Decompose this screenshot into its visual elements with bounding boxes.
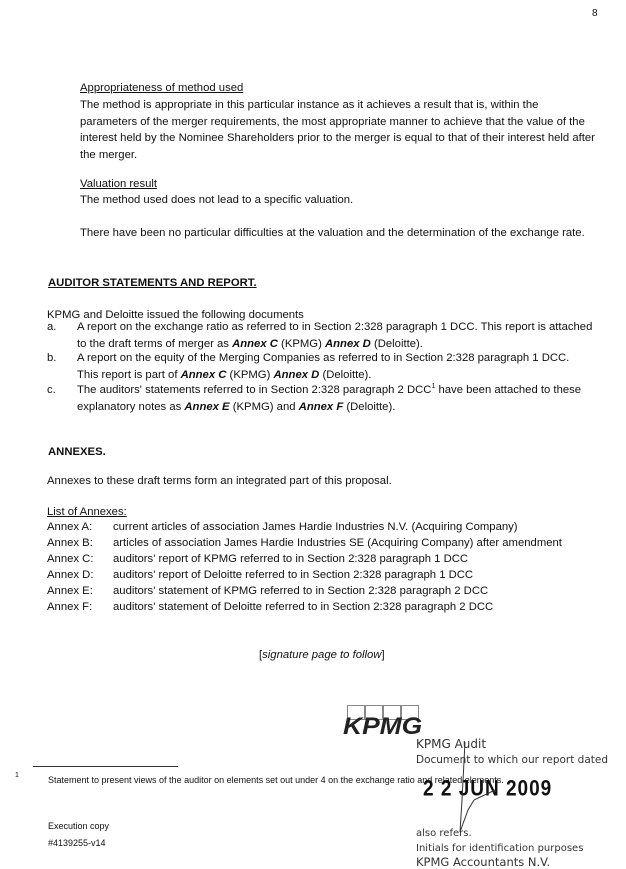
item-text: (KPMG) bbox=[277, 337, 325, 350]
item-text: (Deloitte). bbox=[319, 368, 372, 381]
method-line: The method is appropriate in this particular instance as it achieves a result that is, within the bbox=[80, 99, 539, 111]
annex-description: articles of association James Hardie Industries SE (Acquiring Company) after amendment bbox=[113, 537, 562, 549]
item-text: The auditors' statements referred to in Section 2:328 paragraph 2 DCC bbox=[77, 384, 432, 396]
kpmg-logo bbox=[341, 705, 431, 741]
item-text: A report on the equity of the Merging Companies as referred to in Section 2:328 paragraph 1 DCC. bbox=[77, 352, 570, 364]
item-letter: a. bbox=[47, 321, 57, 333]
valuation-heading: Valuation result bbox=[80, 178, 158, 190]
method-paragraph bbox=[80, 97, 595, 163]
annex-description: auditors' statement of Deloitte referred to in Section 2:328 paragraph 2 DCC bbox=[113, 601, 494, 613]
item-letter: b. bbox=[47, 352, 57, 364]
footnote-ref[interactable]: 1 bbox=[431, 383, 436, 391]
annex-ref: Annex D bbox=[325, 337, 371, 350]
annex-description: auditors' report of Deloitte referred to in Section 2:328 paragraph 1 DCC bbox=[113, 569, 474, 581]
annex-list-heading: List of Annexes: bbox=[47, 506, 127, 518]
auditor-section-heading: AUDITOR STATEMENTS AND REPORT. bbox=[48, 277, 257, 289]
bracket: [ bbox=[259, 649, 263, 661]
signature-note bbox=[259, 649, 385, 661]
annex-label: Annex D: bbox=[47, 569, 94, 581]
footnote-divider bbox=[33, 766, 178, 767]
annex-list-item bbox=[47, 521, 518, 533]
stamp-document-line: Document to which our report dated bbox=[416, 754, 609, 766]
item-text: to the draft terms of merger as bbox=[77, 337, 233, 350]
stamp-date: 2 2 JUN 2009 bbox=[423, 777, 553, 802]
item-text: (Deloitte). bbox=[370, 337, 423, 350]
annex-label: Annex B: bbox=[47, 537, 93, 549]
annex-list-item bbox=[47, 585, 488, 597]
annex-description: current articles of association James Hardie Industries N.V. (Acquiring Company) bbox=[113, 521, 518, 533]
annex-label: Annex F: bbox=[47, 601, 93, 613]
annex-ref: Annex C bbox=[232, 337, 278, 350]
method-line: the merger. bbox=[80, 148, 138, 161]
item-text: (Deloitte). bbox=[343, 400, 396, 413]
annex-label: Annex C: bbox=[47, 553, 94, 565]
annexes-heading: ANNEXES. bbox=[48, 446, 106, 458]
annex-list-item bbox=[47, 537, 562, 549]
footnote-number: 1 bbox=[15, 772, 19, 779]
method-line: parameters of the merger requirements, the most appropriate manner to achieve that the value of the bbox=[80, 115, 585, 128]
stamp-kpmg-audit: KPMG Audit bbox=[416, 737, 487, 751]
item-text: This report is part of bbox=[77, 368, 181, 381]
auditor-item-b bbox=[47, 350, 569, 383]
stamp-accountants: KPMG Accountants N.V. bbox=[416, 855, 551, 869]
annex-description: auditors' statement of KPMG referred to in Section 2:328 paragraph 2 DCC bbox=[113, 585, 489, 597]
item-text: A report on the exchange ratio as referred to in Section 2:328 paragraph 1 DCC. This report is attached bbox=[77, 321, 593, 333]
auditor-item-a bbox=[47, 319, 592, 352]
bracket: ] bbox=[381, 649, 385, 661]
difficulties-text: There have been no particular difficulties at the valuation and the determination of the exchange rate. bbox=[80, 227, 585, 239]
item-text: (KPMG) and bbox=[229, 400, 299, 413]
annex-ref: Annex F bbox=[298, 400, 344, 413]
annex-list-item bbox=[47, 569, 473, 581]
item-text: have been attached to these bbox=[435, 384, 582, 396]
annex-list-item bbox=[47, 601, 493, 613]
annex-list-item bbox=[47, 553, 468, 565]
kpmg-logo-text: KPMG bbox=[343, 713, 423, 740]
stamp-initials: Initials for identification purposes bbox=[416, 843, 584, 854]
annexes-intro: Annexes to these draft terms form an integrated part of this proposal. bbox=[47, 475, 392, 487]
valuation-text: The method used does not lead to a specific valuation. bbox=[80, 194, 354, 206]
method-heading: Appropriateness of method used bbox=[80, 82, 244, 94]
auditor-item-c bbox=[47, 382, 581, 415]
stamp-also-refers: also refers. bbox=[416, 828, 472, 839]
annex-ref: Annex D bbox=[273, 368, 320, 381]
item-text: (KPMG) bbox=[226, 368, 274, 381]
signature-note-text: signature page to follow bbox=[262, 649, 382, 661]
annex-label: Annex E: bbox=[47, 585, 93, 597]
item-text: explanatory notes as bbox=[77, 400, 185, 413]
signature-mark bbox=[440, 740, 520, 840]
annex-ref: Annex C bbox=[180, 368, 227, 381]
footer-document-id: #4139255-v14 bbox=[48, 838, 106, 848]
footnote-text: Statement to present views of the auditor on elements set out under 4 on the exchange ratio and related elements. bbox=[48, 775, 504, 785]
page-number: 8 bbox=[592, 8, 598, 19]
annex-ref: Annex E bbox=[184, 400, 230, 413]
auditor-intro: KPMG and Deloitte issued the following documents bbox=[47, 309, 304, 321]
annex-description: auditors' report of KPMG referred to in Section 2:328 paragraph 1 DCC bbox=[113, 553, 469, 565]
annex-label: Annex A: bbox=[47, 521, 93, 533]
method-line: interest held by the Nominee Shareholders prior to the merger is equal to that of their interest held after bbox=[80, 132, 595, 144]
item-letter: c. bbox=[47, 384, 56, 396]
footer-execution-copy: Execution copy bbox=[48, 821, 110, 831]
